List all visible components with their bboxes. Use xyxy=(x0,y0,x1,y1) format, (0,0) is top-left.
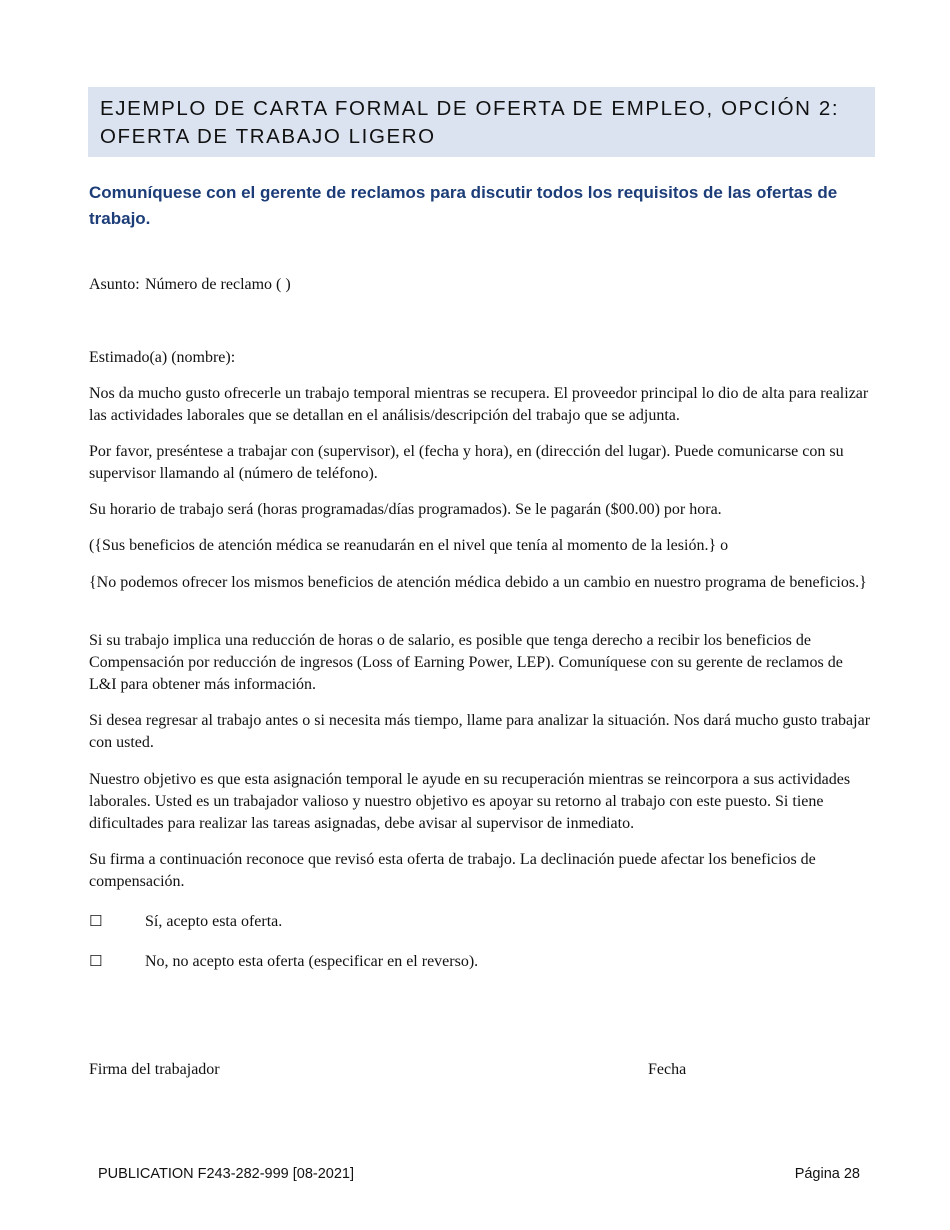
date-label: Fecha xyxy=(648,1061,687,1078)
footer-page-number: Página 28 xyxy=(794,1166,860,1182)
subject-value: Número de reclamo ( ) xyxy=(145,276,291,293)
option-decline[interactable] xyxy=(89,950,478,973)
accept-label: Sí, acepto esta oferta. xyxy=(145,913,283,930)
subject-label: Asunto: xyxy=(89,276,140,293)
paragraph-benefits-resume: ({Sus beneficios de atención médica se reanudarán en el nivel que tenía al momento de la lesión.} o xyxy=(89,537,729,554)
page-title-line-1: EJEMPLO DE CARTA FORMAL DE OFERTA DE EMPLEO, OPCIÓN 2: xyxy=(100,97,840,120)
footer-publication: PUBLICATION F243-282-999 [08-2021] xyxy=(98,1166,355,1182)
paragraph-benefits-change: {No podemos ofrecer los mismos beneficios de atención médica debido a un cambio en nuestro programa de beneficios.} xyxy=(89,574,867,591)
paragraph-schedule: Su horario de trabajo será (horas programadas/días programados). Se le pagarán ($00.00) por hora. xyxy=(89,501,722,518)
title-banner xyxy=(88,87,875,157)
option-accept[interactable] xyxy=(89,910,282,933)
decline-checkbox[interactable]: ☐ xyxy=(89,952,103,970)
accept-checkbox[interactable]: ☐ xyxy=(89,912,103,930)
paragraph-signature-note: Su firma a continuación reconoce que revisó esta oferta de trabajo. La declinación puede afectar los beneficios de compensación. xyxy=(89,851,816,890)
subject-line xyxy=(89,274,291,296)
greeting: Estimado(a) (nombre): xyxy=(89,349,236,366)
instruction-subtitle: Comuníquese con el gerente de reclamos para discutir todos los requisitos de las ofertas de trabajo. xyxy=(89,183,838,228)
paragraph-lep: Si su trabajo implica una reducción de horas o de salario, es posible que tenga derecho a recibir los beneficios de Compensación por reducción de ingresos (Loss of Earning Power, LEP). Comuníquese con su gerente de reclamos de L&I para obtener más información. xyxy=(89,632,843,693)
paragraph-objective: Nuestro objetivo es que esta asignación temporal le ayude en su recuperación mientras se reincorpora a sus actividades laborales. Usted es un trabajador valioso y nuestro objetivo es apoyar su retorno al trabajo con este puesto. Si tiene dificultades para realizar las tareas asignadas, debe avisar al supervisor de inmediato. xyxy=(89,771,851,832)
page-title-line-2: OFERTA DE TRABAJO LIGERO xyxy=(100,125,436,148)
paragraph-offer: Nos da mucho gusto ofrecerle un trabajo temporal mientras se recupera. El proveedor principal lo dio de alta para realizar las actividades laborales que se detallan en el análisis/descripción del trabajo que se adjunta. xyxy=(89,385,869,424)
decline-label: No, no acepto esta oferta (especificar en el reverso). xyxy=(145,953,479,970)
worker-signature-label: Firma del trabajador xyxy=(89,1061,220,1078)
paragraph-report: Por favor, preséntese a trabajar con (supervisor), el (fecha y hora), en (dirección del lugar). Puede comunicarse con su supervisor llamando al (número de teléfono). xyxy=(89,443,844,482)
paragraph-return: Si desea regresar al trabajo antes o si necesita más tiempo, llame para analizar la situación. Nos dará mucho gusto trabajar con usted. xyxy=(89,712,871,751)
